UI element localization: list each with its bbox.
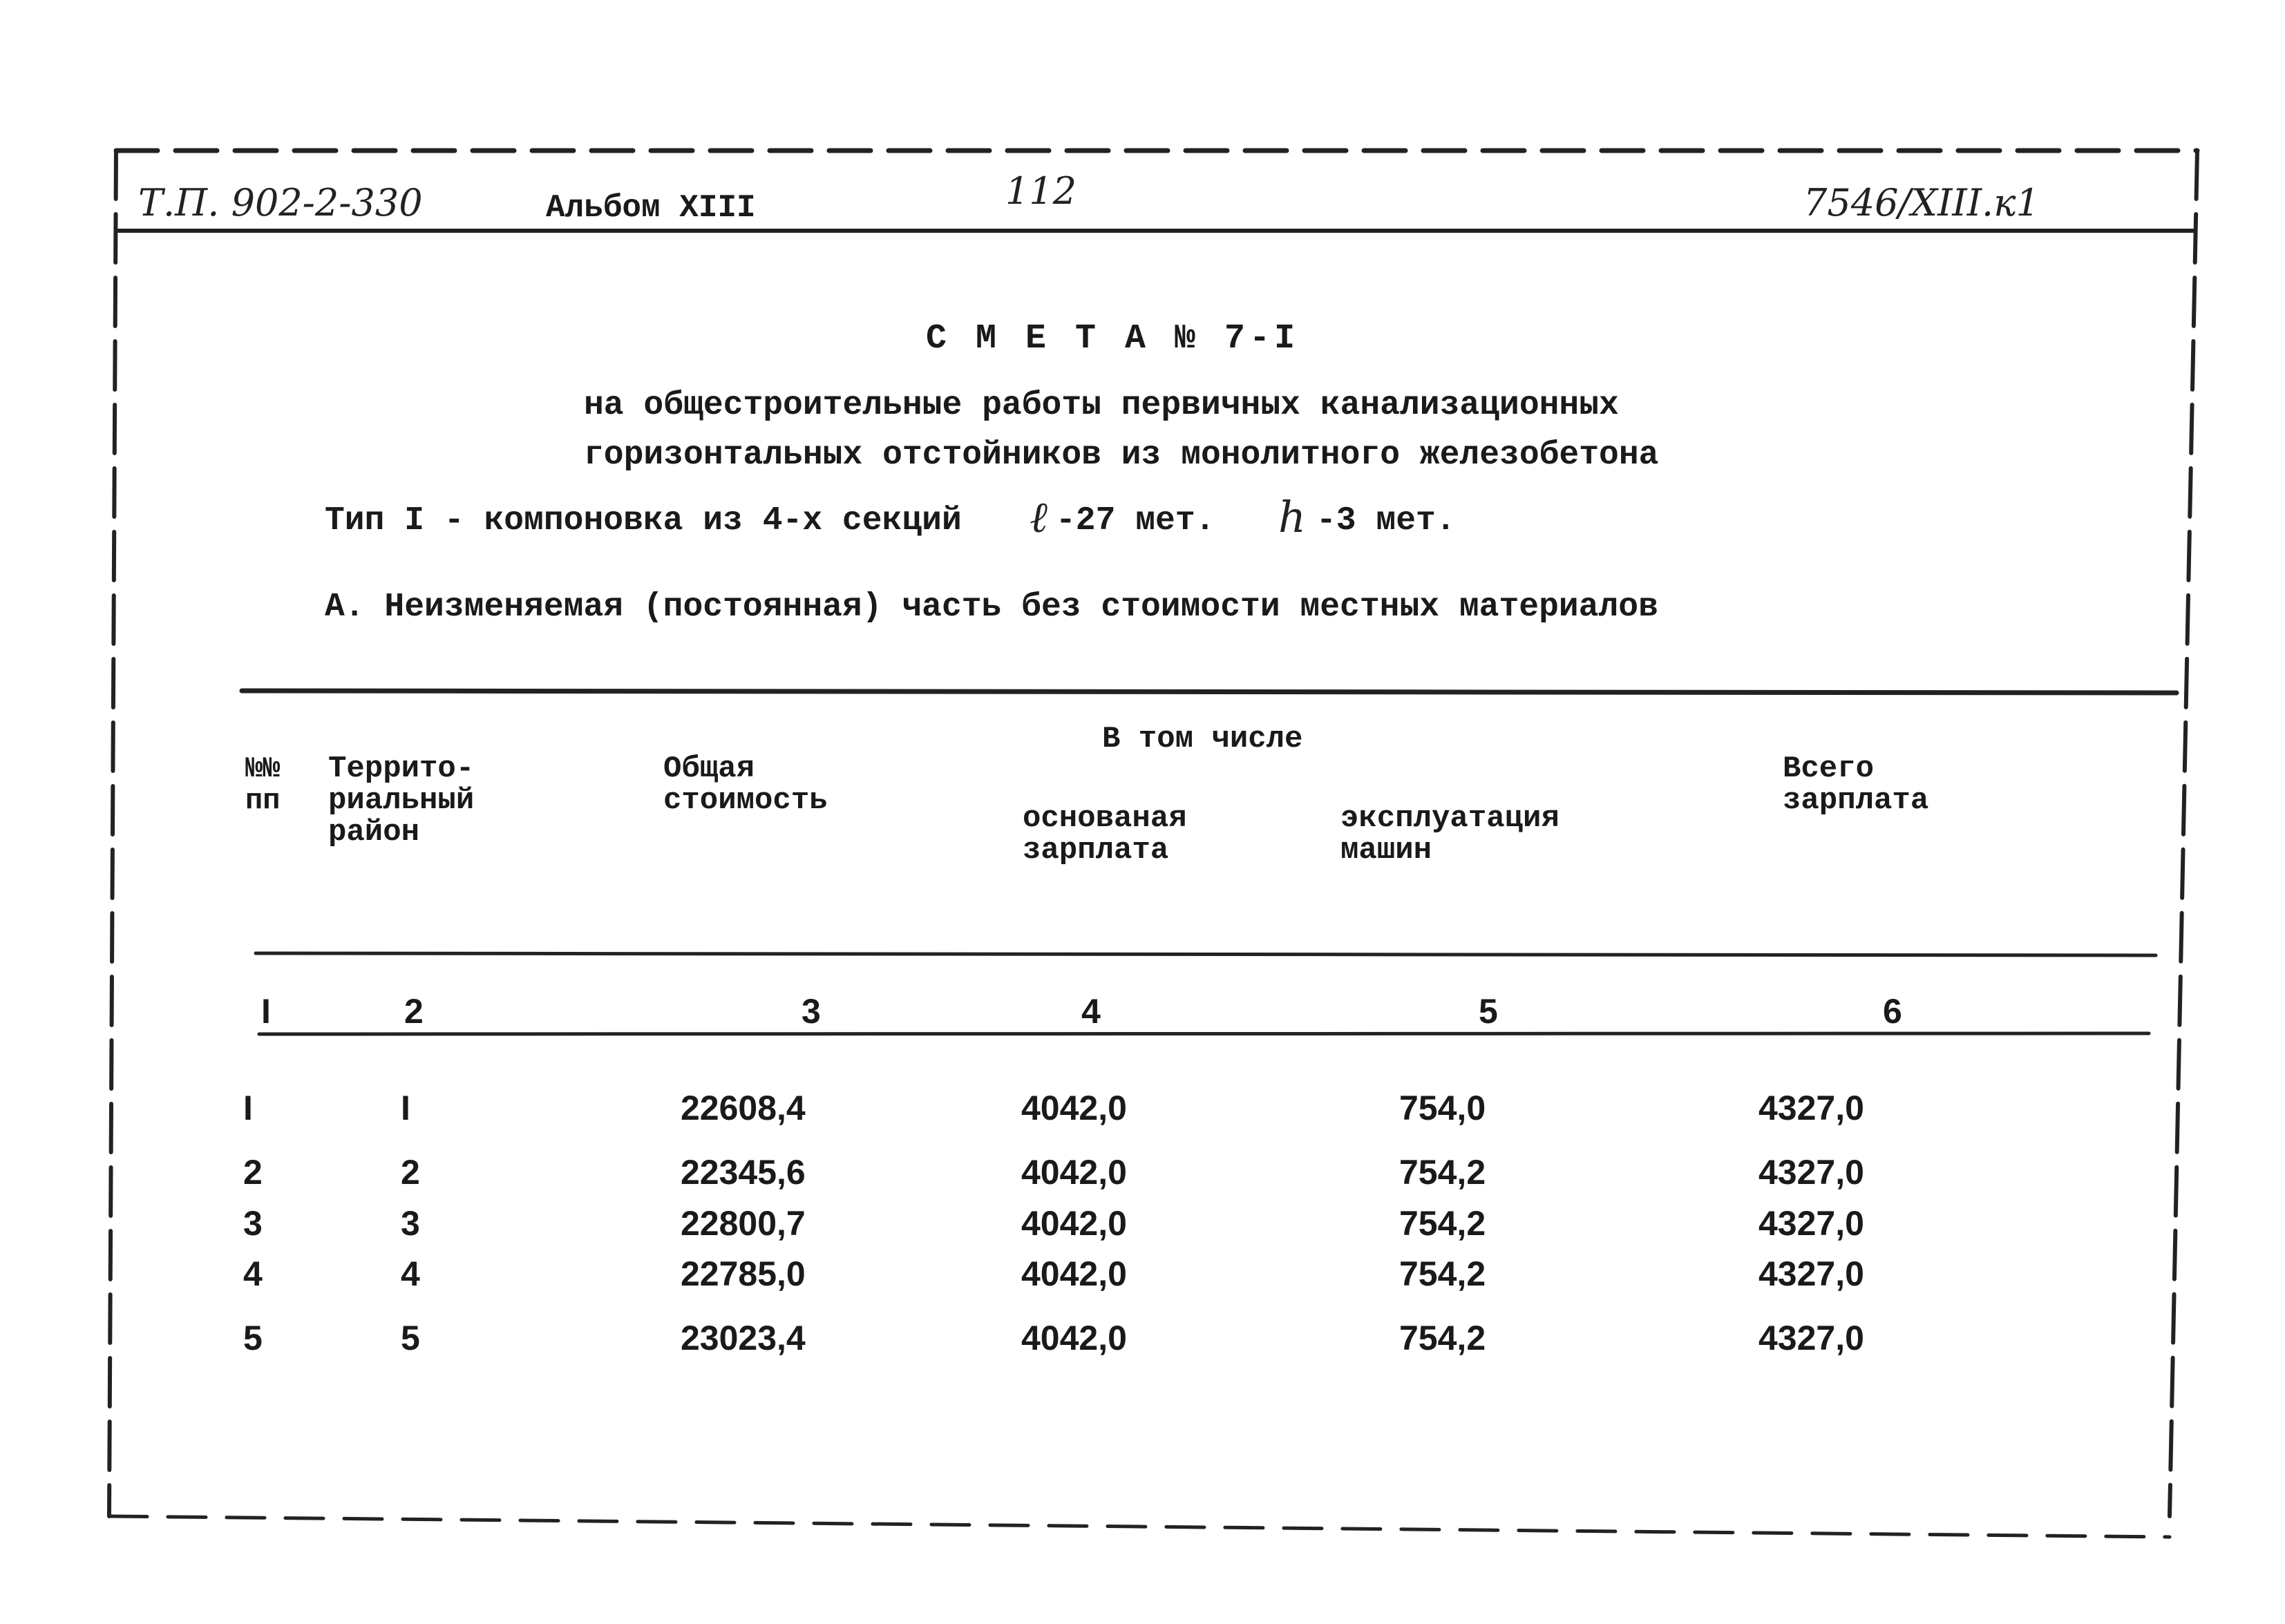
cell-num: 3	[243, 1204, 263, 1243]
cell-machines: 754,2	[1399, 1204, 1486, 1243]
length-value: -27 мет.	[1056, 502, 1215, 539]
cell-salary: 4042,0	[1021, 1204, 1127, 1243]
title-line-1: на общестроительные работы первичных канализационных	[584, 387, 1619, 424]
cell-total-salary: 4327,0	[1758, 1254, 1864, 1293]
album-label: Альбом XIII	[546, 190, 756, 226]
type-line: Тип I - компоновка из 4-х секций	[325, 502, 962, 539]
title-line-2: горизонтальных отстойников из монолитного железобетона	[584, 437, 1659, 474]
cell-total: 22785,0	[681, 1254, 806, 1293]
cell-total: 22345,6	[681, 1153, 806, 1192]
cell-salary: 4042,0	[1021, 1153, 1127, 1192]
cell-total-salary: 4327,0	[1758, 1089, 1864, 1127]
col-header-total-salary: Всего зарплата	[1783, 752, 1929, 818]
cell-total: 22608,4	[681, 1089, 806, 1127]
cell-num: 4	[243, 1254, 263, 1293]
col-header-group: В том числе	[1102, 722, 1303, 756]
cell-region: 5	[401, 1319, 420, 1357]
cell-total-salary: 4327,0	[1758, 1319, 1864, 1357]
col-header-salary: основаная зарплата	[1023, 801, 1187, 868]
col-number: 3	[802, 992, 821, 1031]
col-number: 5	[1479, 992, 1498, 1031]
document-code: Т.П. 902-2-330	[138, 181, 423, 225]
height-symbol: h	[1278, 492, 1306, 542]
section-title: А. Неизменяемая (постоянная) часть без стоимости местных материалов	[325, 589, 1658, 626]
cell-region: I	[401, 1089, 410, 1127]
cell-total-salary: 4327,0	[1758, 1153, 1864, 1192]
length-symbol: ℓ	[1030, 492, 1047, 542]
cell-num: 2	[243, 1153, 263, 1192]
cell-salary: 4042,0	[1021, 1319, 1127, 1357]
cell-num: 5	[243, 1319, 263, 1357]
cell-machines: 754,2	[1399, 1254, 1486, 1293]
cell-salary: 4042,0	[1021, 1254, 1127, 1293]
col-number: 2	[404, 992, 424, 1031]
document-heading: С М Е Т А № 7-I	[926, 319, 1300, 359]
document-ref: 7546/XIII.к1	[1803, 181, 2040, 225]
col-number: 4	[1081, 992, 1101, 1031]
col-header-region: Террито- риальный район	[328, 752, 475, 850]
col-number: 6	[1883, 992, 1902, 1031]
cell-total-salary: 4327,0	[1758, 1204, 1864, 1243]
cell-machines: 754,2	[1399, 1319, 1486, 1357]
col-header-total: Общая стоимость	[663, 752, 828, 818]
cell-num: I	[243, 1089, 253, 1127]
col-number: I	[261, 992, 271, 1031]
col-header-machines: эксплуатация машин	[1340, 801, 1559, 868]
cell-region: 2	[401, 1153, 420, 1192]
cell-region: 3	[401, 1204, 420, 1243]
cell-machines: 754,2	[1399, 1153, 1486, 1192]
cell-machines: 754,0	[1399, 1089, 1486, 1127]
cell-salary: 4042,0	[1021, 1089, 1127, 1127]
page-number: 112	[1005, 169, 1077, 213]
cell-total: 22800,7	[681, 1204, 806, 1243]
height-value: -3 мет.	[1316, 502, 1456, 539]
cell-total: 23023,4	[681, 1319, 806, 1357]
cell-region: 4	[401, 1254, 420, 1293]
col-header-num: №№ пп	[245, 752, 281, 817]
